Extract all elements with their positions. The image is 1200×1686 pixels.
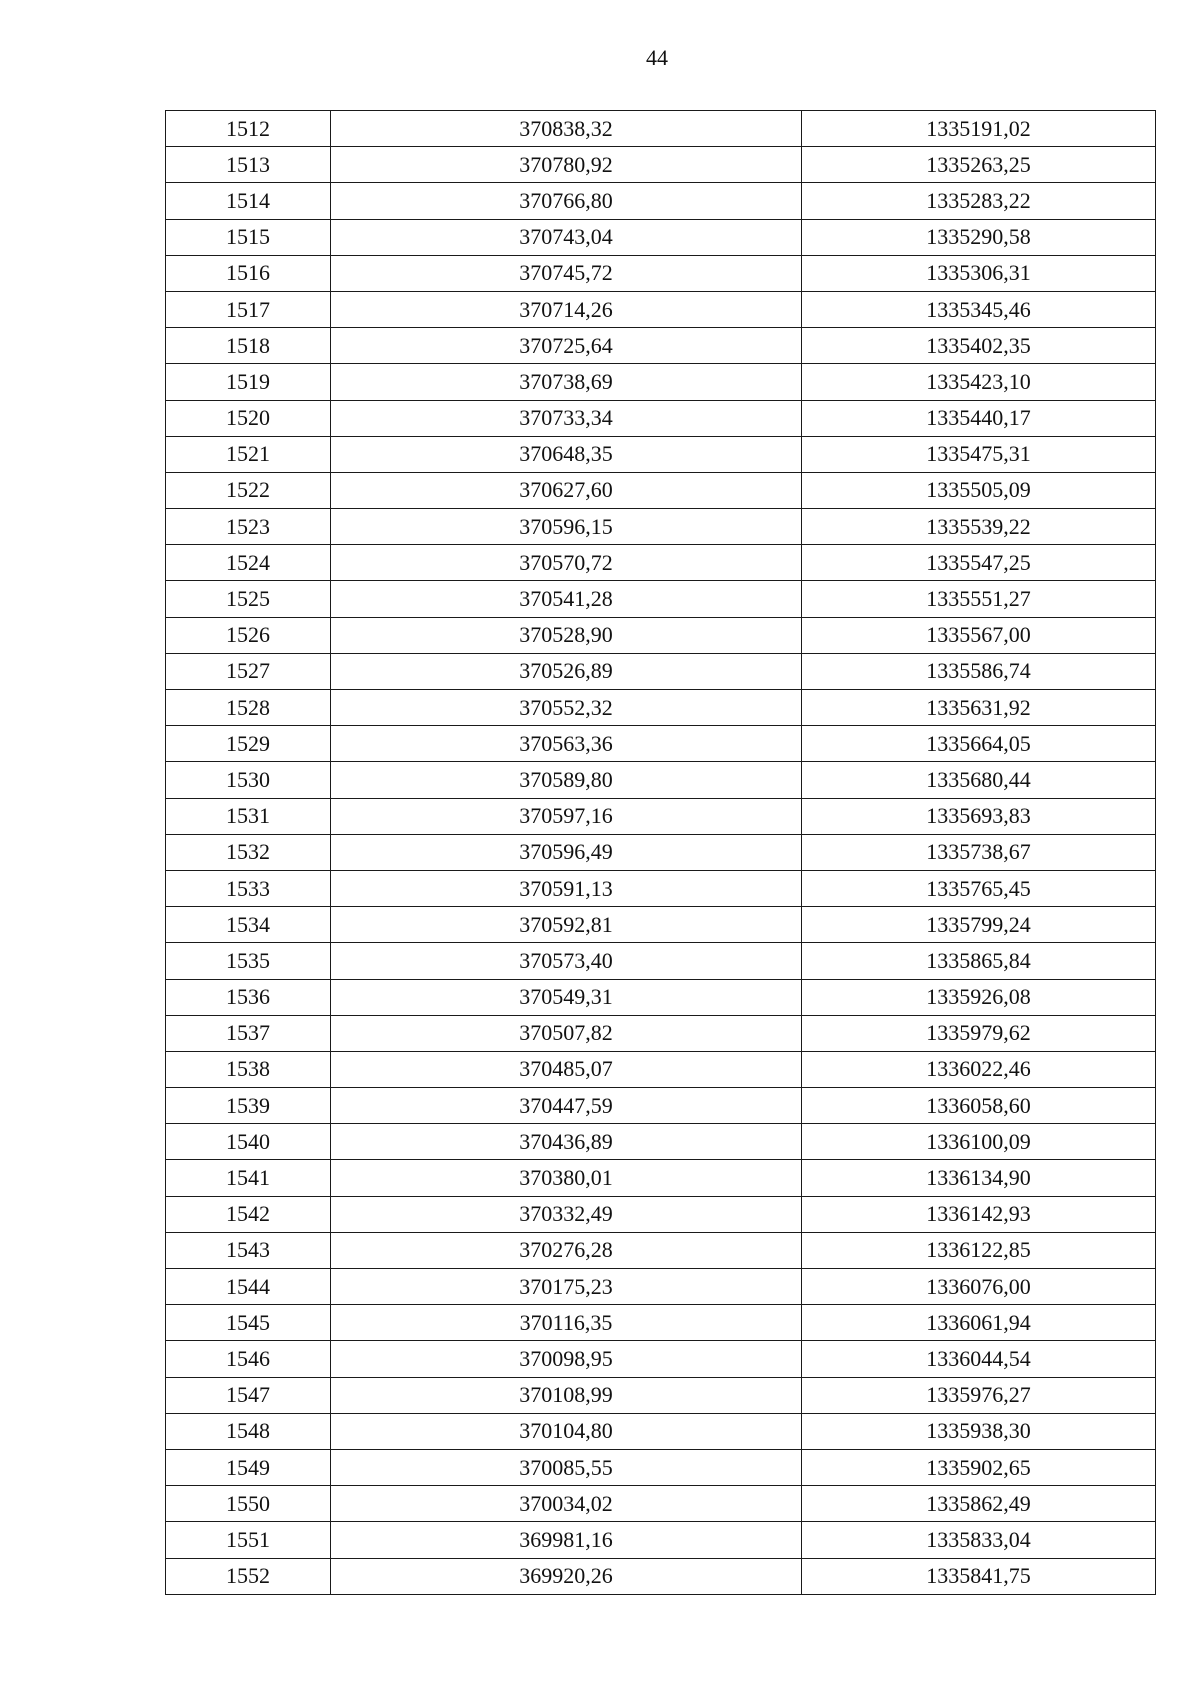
- table-row: [166, 111, 1156, 147]
- x-coordinate-cell: 370597,16: [331, 798, 802, 834]
- table-row: [166, 617, 1156, 653]
- point-number-cell: 1524: [166, 545, 331, 581]
- table-row: [166, 1341, 1156, 1377]
- y-coordinate-cell: 1336058,60: [802, 1088, 1156, 1124]
- coordinates-table-body: [166, 111, 1156, 1595]
- table-row: [166, 328, 1156, 364]
- point-number-cell: 1552: [166, 1558, 331, 1594]
- y-coordinate-cell: 1335765,45: [802, 870, 1156, 906]
- point-number-cell: 1523: [166, 509, 331, 545]
- y-coordinate-cell: 1335926,08: [802, 979, 1156, 1015]
- y-coordinate-cell: 1335865,84: [802, 943, 1156, 979]
- x-coordinate-cell: 370592,81: [331, 907, 802, 943]
- x-coordinate-cell: 370738,69: [331, 364, 802, 400]
- table-row: [166, 1486, 1156, 1522]
- x-coordinate-cell: 370745,72: [331, 255, 802, 291]
- table-row: [166, 726, 1156, 762]
- table-row: [166, 1305, 1156, 1341]
- point-number-cell: 1530: [166, 762, 331, 798]
- point-number-cell: 1526: [166, 617, 331, 653]
- table-row: [166, 436, 1156, 472]
- table-row: [166, 1160, 1156, 1196]
- point-number-cell: 1515: [166, 219, 331, 255]
- point-number-cell: 1518: [166, 328, 331, 364]
- x-coordinate-cell: 370034,02: [331, 1486, 802, 1522]
- x-coordinate-cell: 370541,28: [331, 581, 802, 617]
- x-coordinate-cell: 370591,13: [331, 870, 802, 906]
- table-row: [166, 1522, 1156, 1558]
- y-coordinate-cell: 1336122,85: [802, 1232, 1156, 1268]
- x-coordinate-cell: 370725,64: [331, 328, 802, 364]
- x-coordinate-cell: 370085,55: [331, 1449, 802, 1485]
- table-row: [166, 834, 1156, 870]
- point-number-cell: 1532: [166, 834, 331, 870]
- x-coordinate-cell: 370447,59: [331, 1088, 802, 1124]
- table-row: [166, 509, 1156, 545]
- point-number-cell: 1542: [166, 1196, 331, 1232]
- x-coordinate-cell: 370116,35: [331, 1305, 802, 1341]
- table-row: [166, 1015, 1156, 1051]
- table-row: [166, 581, 1156, 617]
- point-number-cell: 1520: [166, 400, 331, 436]
- y-coordinate-cell: 1336076,00: [802, 1269, 1156, 1305]
- y-coordinate-cell: 1335547,25: [802, 545, 1156, 581]
- table-row: [166, 364, 1156, 400]
- table-row: [166, 1377, 1156, 1413]
- x-coordinate-cell: 370563,36: [331, 726, 802, 762]
- table-row: [166, 472, 1156, 508]
- point-number-cell: 1541: [166, 1160, 331, 1196]
- table-row: [166, 255, 1156, 291]
- y-coordinate-cell: 1335551,27: [802, 581, 1156, 617]
- x-coordinate-cell: 370332,49: [331, 1196, 802, 1232]
- x-coordinate-cell: 370485,07: [331, 1051, 802, 1087]
- x-coordinate-cell: 370098,95: [331, 1341, 802, 1377]
- point-number-cell: 1548: [166, 1413, 331, 1449]
- table-row: [166, 1413, 1156, 1449]
- point-number-cell: 1545: [166, 1305, 331, 1341]
- x-coordinate-cell: 369920,26: [331, 1558, 802, 1594]
- y-coordinate-cell: 1336134,90: [802, 1160, 1156, 1196]
- x-coordinate-cell: 370552,32: [331, 690, 802, 726]
- y-coordinate-cell: 1335841,75: [802, 1558, 1156, 1594]
- y-coordinate-cell: 1336022,46: [802, 1051, 1156, 1087]
- table-row: [166, 1269, 1156, 1305]
- x-coordinate-cell: 370570,72: [331, 545, 802, 581]
- point-number-cell: 1522: [166, 472, 331, 508]
- x-coordinate-cell: 370714,26: [331, 291, 802, 327]
- point-number-cell: 1529: [166, 726, 331, 762]
- table-row: [166, 1124, 1156, 1160]
- point-number-cell: 1527: [166, 653, 331, 689]
- point-number-cell: 1538: [166, 1051, 331, 1087]
- table-row: [166, 1449, 1156, 1485]
- point-number-cell: 1537: [166, 1015, 331, 1051]
- y-coordinate-cell: 1335290,58: [802, 219, 1156, 255]
- table-row: [166, 400, 1156, 436]
- table-row: [166, 147, 1156, 183]
- y-coordinate-cell: 1335833,04: [802, 1522, 1156, 1558]
- y-coordinate-cell: 1335505,09: [802, 472, 1156, 508]
- point-number-cell: 1544: [166, 1269, 331, 1305]
- x-coordinate-cell: 370627,60: [331, 472, 802, 508]
- x-coordinate-cell: 370596,15: [331, 509, 802, 545]
- y-coordinate-cell: 1336044,54: [802, 1341, 1156, 1377]
- point-number-cell: 1512: [166, 111, 331, 147]
- y-coordinate-cell: 1335631,92: [802, 690, 1156, 726]
- table-row: [166, 1558, 1156, 1594]
- y-coordinate-cell: 1336100,09: [802, 1124, 1156, 1160]
- y-coordinate-cell: 1335475,31: [802, 436, 1156, 472]
- y-coordinate-cell: 1335191,02: [802, 111, 1156, 147]
- y-coordinate-cell: 1335938,30: [802, 1413, 1156, 1449]
- point-number-cell: 1546: [166, 1341, 331, 1377]
- y-coordinate-cell: 1335799,24: [802, 907, 1156, 943]
- y-coordinate-cell: 1335423,10: [802, 364, 1156, 400]
- point-number-cell: 1551: [166, 1522, 331, 1558]
- table-row: [166, 798, 1156, 834]
- x-coordinate-cell: 370276,28: [331, 1232, 802, 1268]
- y-coordinate-cell: 1335738,67: [802, 834, 1156, 870]
- x-coordinate-cell: 370175,23: [331, 1269, 802, 1305]
- point-number-cell: 1533: [166, 870, 331, 906]
- y-coordinate-cell: 1335680,44: [802, 762, 1156, 798]
- table-row: [166, 1232, 1156, 1268]
- x-coordinate-cell: 370507,82: [331, 1015, 802, 1051]
- x-coordinate-cell: 370380,01: [331, 1160, 802, 1196]
- point-number-cell: 1536: [166, 979, 331, 1015]
- y-coordinate-cell: 1335263,25: [802, 147, 1156, 183]
- point-number-cell: 1525: [166, 581, 331, 617]
- y-coordinate-cell: 1335567,00: [802, 617, 1156, 653]
- y-coordinate-cell: 1335283,22: [802, 183, 1156, 219]
- point-number-cell: 1535: [166, 943, 331, 979]
- x-coordinate-cell: 369981,16: [331, 1522, 802, 1558]
- y-coordinate-cell: 1335664,05: [802, 726, 1156, 762]
- point-number-cell: 1549: [166, 1449, 331, 1485]
- y-coordinate-cell: 1335586,74: [802, 653, 1156, 689]
- point-number-cell: 1528: [166, 690, 331, 726]
- y-coordinate-cell: 1335862,49: [802, 1486, 1156, 1522]
- x-coordinate-cell: 370108,99: [331, 1377, 802, 1413]
- point-number-cell: 1540: [166, 1124, 331, 1160]
- table-row: [166, 1088, 1156, 1124]
- y-coordinate-cell: 1335345,46: [802, 291, 1156, 327]
- coordinates-table: [165, 110, 1156, 1595]
- table-row: [166, 1196, 1156, 1232]
- point-number-cell: 1547: [166, 1377, 331, 1413]
- x-coordinate-cell: 370436,89: [331, 1124, 802, 1160]
- table-row: [166, 907, 1156, 943]
- point-number-cell: 1534: [166, 907, 331, 943]
- table-row: [166, 870, 1156, 906]
- table-row: [166, 943, 1156, 979]
- x-coordinate-cell: 370104,80: [331, 1413, 802, 1449]
- page-number: 44: [646, 45, 668, 70]
- table-row: [166, 183, 1156, 219]
- x-coordinate-cell: 370573,40: [331, 943, 802, 979]
- y-coordinate-cell: 1336142,93: [802, 1196, 1156, 1232]
- x-coordinate-cell: 370743,04: [331, 219, 802, 255]
- x-coordinate-cell: 370589,80: [331, 762, 802, 798]
- y-coordinate-cell: 1336061,94: [802, 1305, 1156, 1341]
- point-number-cell: 1550: [166, 1486, 331, 1522]
- x-coordinate-cell: 370838,32: [331, 111, 802, 147]
- y-coordinate-cell: 1335402,35: [802, 328, 1156, 364]
- x-coordinate-cell: 370780,92: [331, 147, 802, 183]
- y-coordinate-cell: 1335693,83: [802, 798, 1156, 834]
- point-number-cell: 1514: [166, 183, 331, 219]
- y-coordinate-cell: 1335902,65: [802, 1449, 1156, 1485]
- table-row: [166, 690, 1156, 726]
- y-coordinate-cell: 1335306,31: [802, 255, 1156, 291]
- table-row: [166, 219, 1156, 255]
- y-coordinate-cell: 1335440,17: [802, 400, 1156, 436]
- x-coordinate-cell: 370733,34: [331, 400, 802, 436]
- y-coordinate-cell: 1335539,22: [802, 509, 1156, 545]
- point-number-cell: 1517: [166, 291, 331, 327]
- table-row: [166, 545, 1156, 581]
- table-row: [166, 653, 1156, 689]
- table-row: [166, 1051, 1156, 1087]
- x-coordinate-cell: 370528,90: [331, 617, 802, 653]
- x-coordinate-cell: 370766,80: [331, 183, 802, 219]
- point-number-cell: 1543: [166, 1232, 331, 1268]
- x-coordinate-cell: 370596,49: [331, 834, 802, 870]
- x-coordinate-cell: 370526,89: [331, 653, 802, 689]
- y-coordinate-cell: 1335976,27: [802, 1377, 1156, 1413]
- table-row: [166, 762, 1156, 798]
- point-number-cell: 1531: [166, 798, 331, 834]
- point-number-cell: 1539: [166, 1088, 331, 1124]
- x-coordinate-cell: 370549,31: [331, 979, 802, 1015]
- point-number-cell: 1516: [166, 255, 331, 291]
- x-coordinate-cell: 370648,35: [331, 436, 802, 472]
- table-row: [166, 291, 1156, 327]
- y-coordinate-cell: 1335979,62: [802, 1015, 1156, 1051]
- point-number-cell: 1519: [166, 364, 331, 400]
- table-row: [166, 979, 1156, 1015]
- point-number-cell: 1521: [166, 436, 331, 472]
- point-number-cell: 1513: [166, 147, 331, 183]
